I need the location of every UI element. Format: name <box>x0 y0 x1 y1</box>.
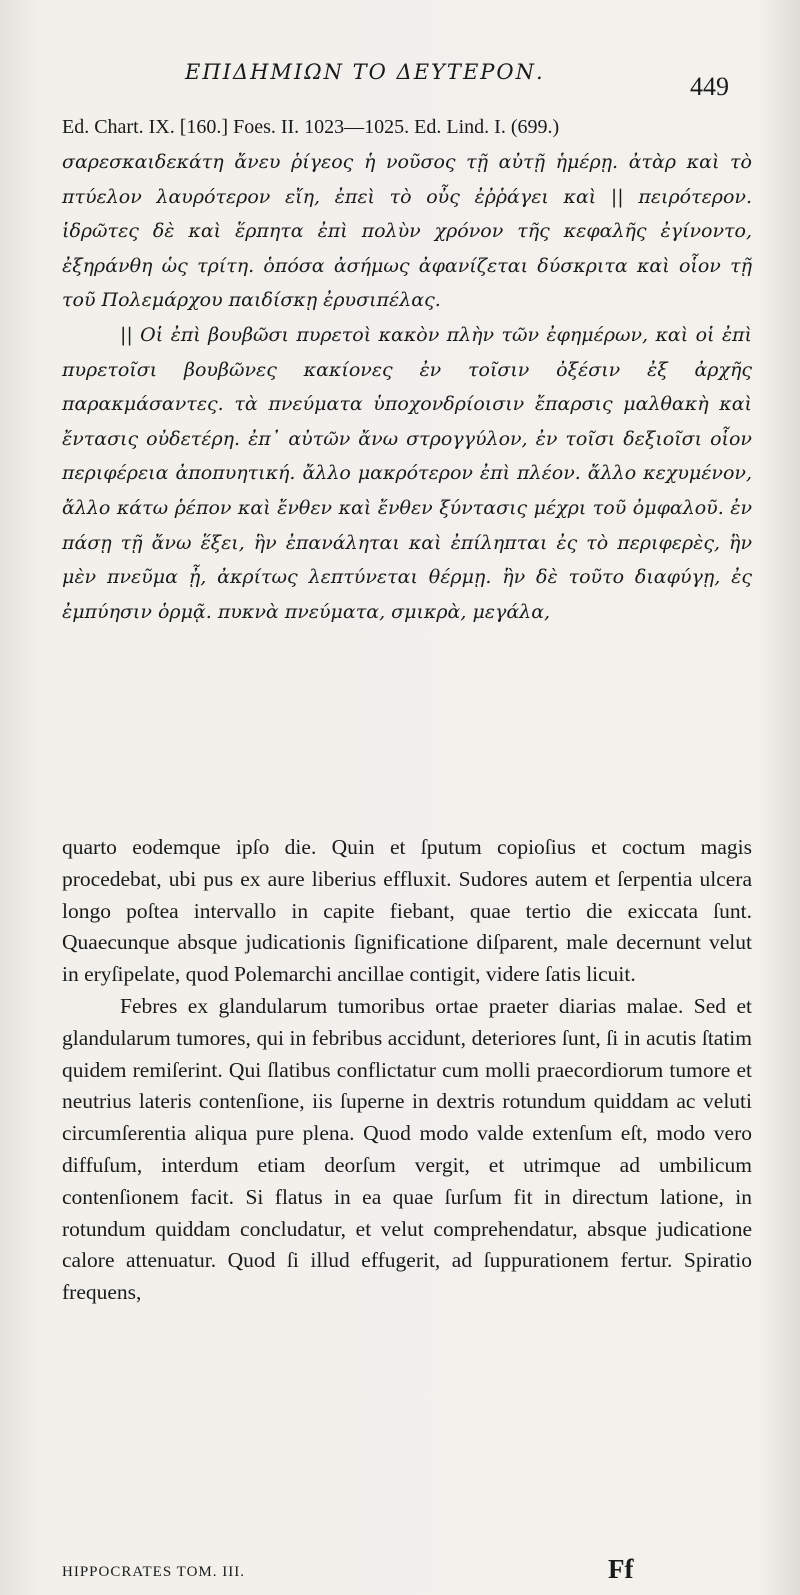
latin-text-block <box>62 832 752 1309</box>
latin-paragraph: quarto eodemque ipſo die. Quin et ſputum copioſius et coctum magis procedebat, ubi pus ex aure liberius effluxit. Sudores autem et ſerpentia ulcera longo poſtea intervallo in capite fiebant, quae tertio die exiccata ſunt. Quaecunque absque judicationis ſignificatione diſparent, male decernunt velut in eryſipelate, quod Polemarchi ancillae contigit, videre ſatis licuit. <box>62 835 752 987</box>
greek-paragraph: σαρεσκαιδεκάτη ἄνευ ῥίγεος ἡ νοῦσος τῇ αὐτῇ ἡμέρῃ. ἀτὰρ καὶ τὸ πτύελον λαυρότερον εἴη, ἐπεὶ τὸ οὖς ἐῤῥάγει καὶ || πειρότερον. ἱδρῶτες δὲ καὶ ἕρπητα ἐπὶ πολὺν χρόνον τῆς κεφαλῆς ἐγίνοντο, ἐξηράνθη ὡς τρίτη. ὁπόσα ἀσήμως ἀφανίζεται δύσκριτα καὶ οἷον τῇ τοῦ Πολεμάρχου παιδίσκῃ ἐρυσιπέλας. <box>62 151 752 312</box>
page-number: 449 <box>690 72 729 101</box>
running-head: ΕΠΙΔΗΜΙΩΝ ΤΟ ΔΕΥΤΕΡΟΝ. <box>185 60 545 84</box>
footer-signature: HIPPOCRATES TOM. III. <box>62 1564 245 1580</box>
greek-text-block <box>62 145 752 629</box>
greek-paragraph: || Οἱ ἐπὶ βουβῶσι πυρετοὶ κακὸν πλὴν τῶν ἐφημέρων, καὶ οἱ ἐπὶ πυρετοῖσι βουβῶνες κακίονες ἐν τοῖσιν ὀξέσιν ἐξ ἀρχῆς παρακμάσαντες. τὰ πνεύματα ὑποχονδρίοισιν ἔπαρσις μαλθακὴ καὶ ἔντασις οὐδετέρη. ἐπ᾽ αὐτῶν ἄνω στρογγύλον, ἐν τοῖσι δεξιοῖσι οἷον περιφέρεια ἀποπυητική. ἄλλο μακρότερον ἐπὶ πλέον. ἄλλο κεχυμένον, ἄλλο κάτω ῥέπον καὶ ἔνθεν καὶ ἔνθεν ξύντασις μέχρι τοῦ ὀμφαλοῦ. ἐν πάσῃ τῇ ἄνω ἕξει, ἣν ἐπανάληται καὶ ἐπίληπται ἐς τὸ περιφερὲς, ἣν μὲν πνεῦμα ᾖ, ἀκρίτως λεπτύνεται θέρμῃ. ἣν δὲ τοῦτο διαφύγῃ, ἐς ἐμπύησιν ὁρμᾷ. πυκνὰ πνεύματα, σμικρὰ, μεγάλα, <box>62 323 752 623</box>
edition-reference-line: Ed. Chart. IX. [160.] Foes. II. 1023—1025. Ed. Lind. I. (699.) <box>62 116 560 138</box>
footer-signature-mark: Ff <box>608 1554 634 1584</box>
latin-paragraph: Febres ex glandularum tumoribus ortae praeter diarias malae. Sed et glandularum tumores, qui in febribus accidunt, deteriores ſunt, ſi in acutis ſtatim quidem remiſerint. Qui ſlatibus conflictatur cum molli praecordiorum tumore et neutrius lateris contenſione, iis ſuperne in dextris rotundum quiddam ac veluti circumſerentia aliqua pure plena. Quod modo valde extenſum eſt, modo vero diffuſum, interdum etiam deorſum vergit, et utrimque ad umbilicum contenſionem facit. Si flatus in ea quae ſurſum fit in directum latione, in rotundum quiddam concludatur, et velut comprehendatur, absque judicatione calore attenuatur. Quod ſi illud effugerit, ad ſuppurationem fertur. Spiratio frequens, <box>62 993 752 1305</box>
